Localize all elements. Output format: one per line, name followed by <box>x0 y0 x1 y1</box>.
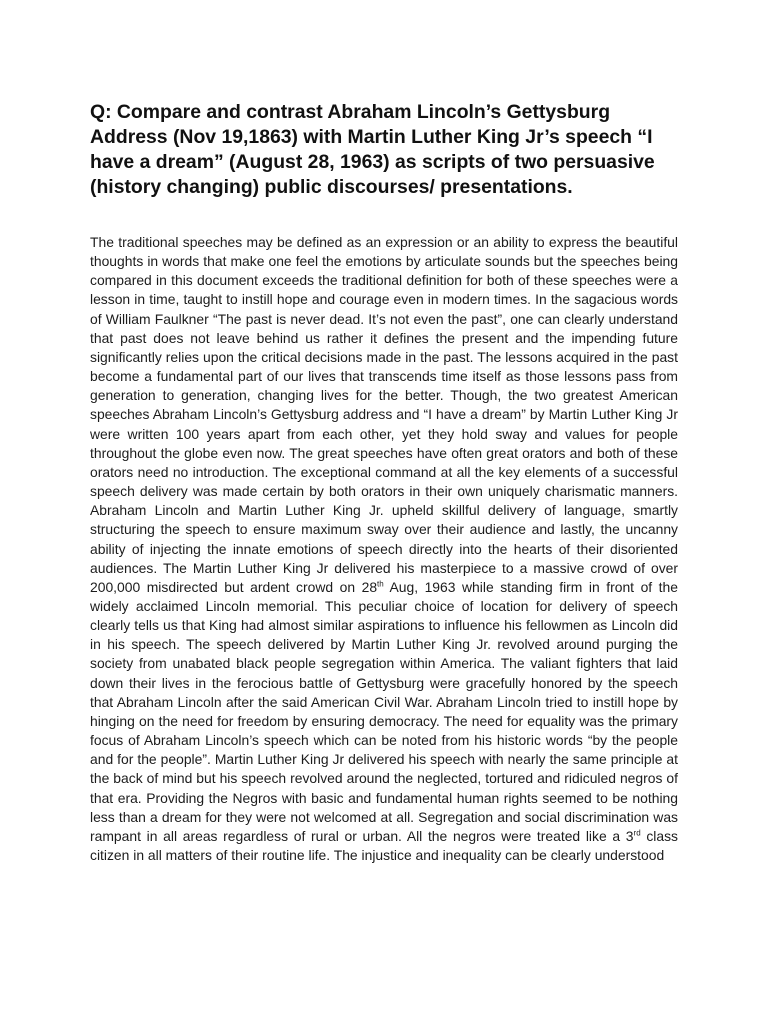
paragraph-text-part-3: class citizen in all matters of their routine life. The injustice and inequality can be clearly understood <box>90 827 678 863</box>
paragraph-text-part-1: The traditional speeches may be defined as an expression or an ability to express the beautiful thoughts in words that make one feel the emotions by articulate sounds but the speeches being compared in this document exceeds the traditional definition for both of these speeches were a lesson in time, taught to instill hope and courage even in modern times. In the sagacious words of William Faulkner “The past is never dead. It’s not even the past”, one can clearly understand that past does not leave behind us rather it defines the present and the impending future significantly relies upon the critical decisions made in the past. The lessons acquired in the past become a fundamental part of our lives that transcends time itself as those lessons pass from generation to generation, changing lives for the better. Though, the two greatest American speeches Abraham Lincoln’s Gettysburg address and “I have a dream” by Martin Luther King Jr were written 100 years apart from each other, yet they hold sway and values for people throughout the globe even now. The great speeches have often great orators and both of these orators need no introduction. The exceptional command at all the key elements of a successful speech delivery was made certain by both orators in their own uniquely charismatic manners. Abraham Lincoln and Martin Luther King Jr. upheld skillful delivery of language, smartly structuring the speech to ensure maximum sway over their audience and lastly, the uncanny ability of injecting the innate emotions of speech directly into the hearts of their disoriented audiences. The Martin Luther King Jr delivered his masterpiece to a massive crowd of over 200,000 misdirected but ardent crowd on 28 <box>90 234 678 595</box>
paragraph-text-part-2: Aug, 1963 while standing firm in front of the widely acclaimed Lincoln memorial. This peculiar choice of location for delivery of speech clearly tells us that King had almost similar aspirations to influence his fellowmen as Lincoln did in his speech. The speech delivered by Martin Luther King Jr. revolved around purging the society from unabated black people segregation within America. The valiant fighters that laid down their lives in the ferocious battle of Gettysburg were gracefully honored by the speech that Abraham Lincoln after the said American Civil War. Abraham Lincoln tried to instill hope by hinging on the need for freedom by ensuring democracy. The need for equality was the primary focus of Abraham Lincoln’s speech which can be noted from his historic words “by the people and for the people”. Martin Luther King Jr delivered his speech with nearly the same principle at the back of mind but his speech revolved around the neglected, tortured and ridiculed negros of that era. Providing the Negros with basic and fundamental human rights seemed to be nothing less than a dream for they were not welcomed at all. Segregation and social discrimination was rampant in all areas regardless of rural or urban. All the negros were treated like a 3 <box>90 578 678 844</box>
ordinal-suffix-th: th <box>377 579 384 589</box>
question-heading: Q: Compare and contrast Abraham Lincoln’s Gettysburg Address (Nov 19,1863) with Martin Luther King Jr’s speech “I have a dream” (August 28, 1963) as scripts of two persuasive (history changing) public discourses/ presentations. <box>90 101 655 198</box>
essay-paragraph <box>90 233 678 865</box>
ordinal-suffix-rd: rd <box>633 828 641 838</box>
